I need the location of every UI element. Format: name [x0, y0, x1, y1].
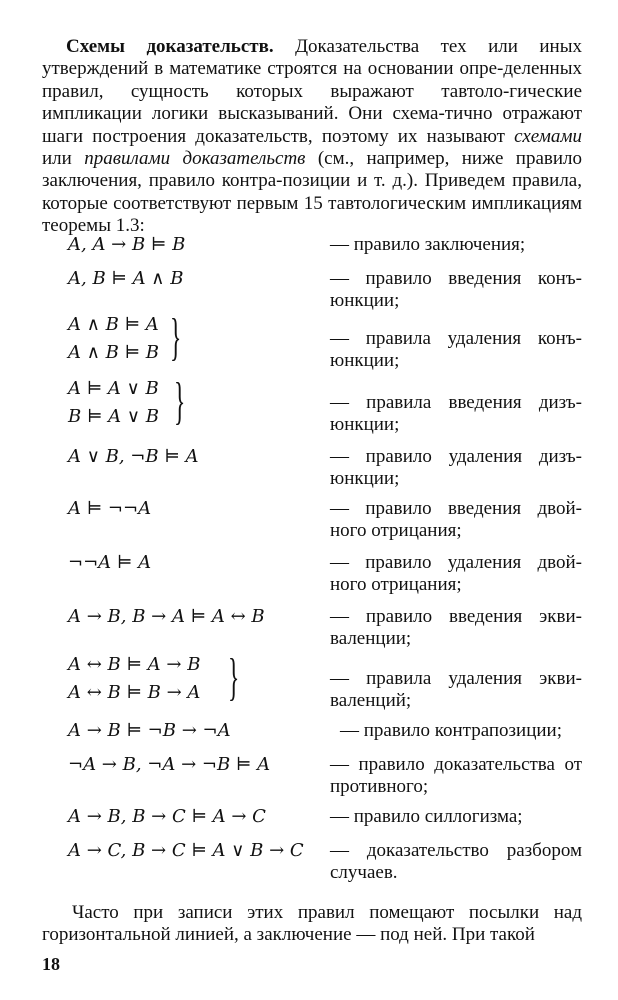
rule-description: — правила введения дизъ-юнкции; — [330, 392, 582, 436]
term-schemes: схемами — [514, 125, 582, 147]
rule-formula: A → C, B → C ⊨ A ∨ B → C — [68, 840, 304, 861]
rule-formula: A ⊨ A ∨ B — [68, 378, 159, 399]
rule-description: — правило доказательства от противного; — [330, 754, 582, 798]
intro-text-1: Доказательства тех или иных утверждений в математике строятся на основании опре-деленных правил, сущность которых выражают тавтоло-гические импликации логики высказываний. Они схема-тично отражают шаги построения доказательств, поэтому их называют — [42, 36, 582, 147]
rule-formula: A, B ⊨ A ∧ B — [68, 268, 184, 289]
rule-formula: A → B, B → C ⊨ A → C — [68, 806, 266, 827]
rule-description: — правила удаления конъ-юнкции; — [330, 328, 582, 372]
intro-text-2: или — [42, 148, 85, 170]
rule-description: — правило силлогизма; — [330, 806, 523, 827]
right-brace: } — [228, 649, 240, 706]
rule-formula: ¬A → B, ¬A → ¬B ⊨ A — [68, 754, 271, 775]
rule-description: — правило введения конъ-юнкции; — [330, 268, 582, 312]
rule-formula: A ↔ B ⊨ A → B — [68, 654, 201, 675]
term-proof-rules: правилами доказательств — [84, 148, 306, 170]
page-number: 18 — [42, 954, 60, 974]
rule-formula: A → B ⊨ ¬B → ¬A — [68, 720, 231, 741]
section-heading: Схемы доказательств. — [66, 36, 274, 57]
rule-description: — правило удаления двой-ного отрицания; — [330, 552, 582, 596]
rule-description: — правило введения экви-валенции; — [330, 606, 582, 650]
rule-formula: A ↔ B ⊨ B → A — [68, 682, 201, 703]
outro-paragraph: Часто при записи этих правил помещают посылки над горизонтальной линией, а заключение — под ней. При такой — [42, 902, 582, 946]
rule-description: — правило удаления дизъ-юнкции; — [330, 446, 582, 490]
rule-description: — правило введения двой-ного отрицания; — [330, 498, 582, 542]
rule-formula: A, A → B ⊨ B — [68, 234, 186, 255]
rule-description: — правила удаления экви-валенций; — [330, 668, 582, 712]
rule-formula: A ∨ B, ¬B ⊨ A — [68, 446, 199, 467]
rule-formula: B ⊨ A ∨ B — [68, 406, 159, 427]
right-brace: } — [170, 309, 182, 366]
rule-description: — доказательство разбором случаев. — [330, 840, 582, 884]
rule-formula: ¬¬A ⊨ A — [68, 552, 152, 573]
rule-formula: A → B, B → A ⊨ A ↔ B — [68, 606, 265, 627]
rule-formula: A ∧ B ⊨ B — [68, 342, 159, 363]
intro-text-3: (см., например, ниже правило заключения, правило контра-позиции и т. д.). Приведем правила, которые соответствуют первым 15 тавтологическим импликациям теоремы 1.3: — [42, 148, 583, 237]
rule-formula: A ⊨ ¬¬A — [68, 498, 152, 519]
rule-formula: A ∧ B ⊨ A — [68, 314, 159, 335]
rule-description: — правило контрапозиции; — [340, 720, 562, 741]
rule-description: — правило заключения; — [330, 234, 526, 255]
right-brace: } — [174, 373, 186, 430]
